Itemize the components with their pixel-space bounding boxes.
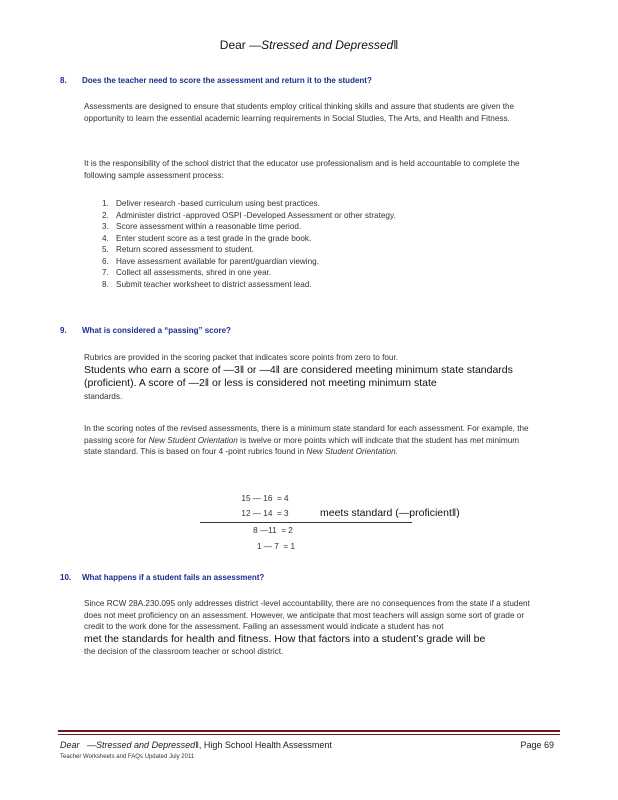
page-header xyxy=(0,38,618,52)
q10-paragraph xyxy=(84,598,564,658)
q8-paragraph-2: It is the responsibility of the school district that the educator use professionalism and is held accountable to complete the following sample assessment process: xyxy=(84,159,520,180)
q9-paragraph-2-b: is twelve or more points which will indicate that the student has met minimum state standard. This is based on four 4 -point rubrics found in xyxy=(84,435,520,456)
process-step xyxy=(102,279,522,291)
step-text: Administer district -approved OSPI -Developed Assessment or other strategy. xyxy=(116,210,396,220)
q10-paragraph-big: met the standards for health and fitness. How that factors into a student’s grade will be xyxy=(84,632,486,645)
q9-paragraph-2-italic: New Student Orientation xyxy=(148,435,238,445)
q10-paragraph-end: the decision of the classroom teacher or school district. xyxy=(84,647,284,656)
score-range: 15 — 16 xyxy=(241,494,273,503)
step-text: Have assessment available for parent/guardian viewing. xyxy=(116,256,319,266)
assessment-process-list xyxy=(102,198,522,290)
process-step xyxy=(102,198,522,210)
q10-paragraph-small: Since RCW 28A.230.095 only addresses district -level accountability, there are no consequences from the state if a student does not meet proficiency on an assessment. However, we anticipate that most teachers will assign some sort of grade or credit to the work done for the assessment. Failing an assessment would indicate a student has not xyxy=(84,599,530,631)
step-number: 3. xyxy=(102,222,109,231)
question-number: 10. xyxy=(60,573,72,582)
q9-paragraph-2-a: In the scoring notes of the revised assessments, there is a minimum state standard for each assessment. For example, the passing score for xyxy=(84,424,529,445)
question-text: Does the teacher need to score the assessment and return it to the student? xyxy=(82,76,372,85)
step-number: 1. xyxy=(102,199,109,208)
score-row xyxy=(233,522,313,539)
footer-subline: Teacher Worksheets and FAQs Updated July 2011 xyxy=(60,754,195,760)
process-step xyxy=(102,210,522,222)
step-number: 7. xyxy=(102,268,109,277)
page-number: Page 69 xyxy=(520,740,554,750)
footer-title: —Stressed and Depressed‖ xyxy=(87,740,199,750)
score-row xyxy=(225,505,305,522)
process-step xyxy=(102,244,522,256)
q9-paragraph-1-end: standards. xyxy=(84,391,123,401)
process-step xyxy=(102,256,522,268)
process-step xyxy=(102,221,522,233)
step-number: 2. xyxy=(102,210,109,220)
step-number: 8. xyxy=(102,279,109,289)
step-text: Enter student score as a test grade in the grade book. xyxy=(116,233,312,243)
page-footer xyxy=(60,740,560,750)
question-text: What is considered a “passing” score? xyxy=(82,326,231,335)
question-9 xyxy=(60,326,231,335)
meets-standard-label: meets standard (—proficient‖) xyxy=(320,507,460,519)
q9-paragraph-1-line: Rubrics are provided in the scoring packet that indicates score points from zero to four. xyxy=(84,353,399,362)
score-value: = 3 xyxy=(276,509,289,518)
score-value: = 4 xyxy=(276,494,289,503)
process-step xyxy=(102,233,522,245)
step-text: Submit teacher worksheet to district assessment lead. xyxy=(116,279,312,289)
question-number: 8. xyxy=(60,76,67,85)
q9-paragraph-2 xyxy=(84,423,534,458)
footer-subtitle: , High School Health Assessment xyxy=(198,740,332,750)
question-8 xyxy=(60,76,372,85)
score-range: 12 — 14 xyxy=(241,509,273,518)
step-number: 4. xyxy=(102,233,109,243)
footer-rule-thin xyxy=(58,734,560,735)
step-number: 6. xyxy=(102,256,109,266)
q8-paragraph-1: Assessments are designed to ensure that students employ critical thinking skills and assure that students are given the opportunity to learn the essential academic learning requirements in Social Studies, The Arts, and Health and Fitness. xyxy=(84,102,515,123)
footer-rule xyxy=(58,730,560,732)
step-text: Deliver research -based curriculum using best practices. xyxy=(116,199,320,208)
q9-paragraph-1-big: Students who earn a score of —3‖ or —4‖ are considered meeting minimum state standards (proficient). A score of —2‖ or less is considered not meeting minimum state xyxy=(84,363,513,389)
score-range: 1 — 7 xyxy=(256,542,279,551)
process-step xyxy=(102,267,522,279)
score-value: = 2 xyxy=(281,526,293,535)
question-text: What happens if a student fails an assessment? xyxy=(82,573,265,582)
score-row xyxy=(236,538,316,555)
question-number: 9. xyxy=(60,326,67,335)
q9-paragraph-1 xyxy=(84,352,564,402)
header-prefix: Dear xyxy=(219,38,246,52)
step-text: Collect all assessments, shred in one year. xyxy=(116,268,272,277)
header-title: —Stressed and Depressed‖ xyxy=(249,38,399,52)
footer-dear: Dear xyxy=(60,740,80,750)
question-10 xyxy=(60,573,264,582)
step-text: Score assessment within a reasonable time period. xyxy=(116,222,302,231)
score-range: 8 —11 xyxy=(253,526,277,535)
step-number: 5. xyxy=(102,245,109,254)
score-value: = 1 xyxy=(283,542,296,551)
step-text: Return scored assessment to student. xyxy=(116,245,254,254)
q9-paragraph-2-italic-2: New Student Orientation. xyxy=(306,447,398,456)
